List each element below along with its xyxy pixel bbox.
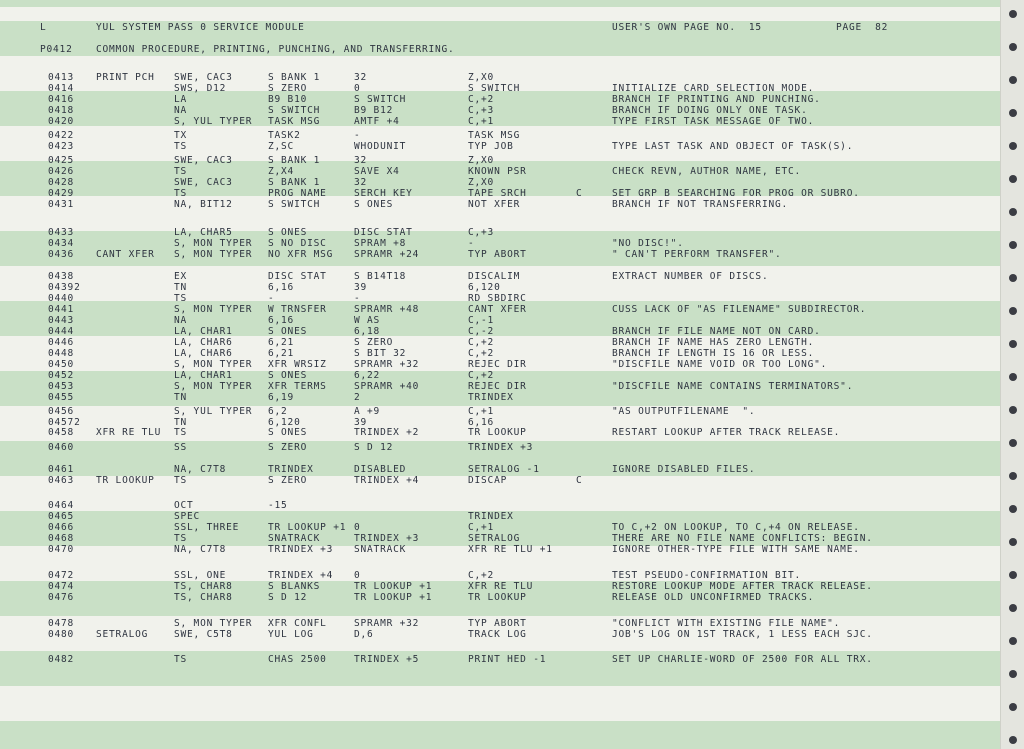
line-o: NA — [174, 315, 188, 326]
sprocket-hole — [1009, 109, 1017, 117]
line-o: S, MON TYPER — [174, 238, 253, 249]
line-b: SPRAM +8 — [354, 238, 407, 249]
sprocket-hole — [1009, 307, 1017, 315]
line-o: TS — [174, 427, 188, 438]
line-n: 0448 — [48, 348, 75, 359]
line-n: 0466 — [48, 522, 75, 533]
line-a: TRINDEX +4 — [268, 570, 334, 581]
line-b: SERCH KEY — [354, 188, 413, 199]
line-d: S SWITCH — [468, 83, 521, 94]
line-b: 32 — [354, 177, 368, 188]
line-n: 0423 — [48, 141, 75, 152]
line-b: TR LOOKUP +1 — [354, 581, 433, 592]
line-a: Z,X4 — [268, 166, 295, 177]
line-n: 0420 — [48, 116, 75, 127]
line-n: 0453 — [48, 381, 75, 392]
line-a: PROG NAME — [268, 188, 327, 199]
line-b: SPRAMR +40 — [354, 381, 420, 392]
line-d: TRINDEX +3 — [468, 442, 534, 453]
line-m: RESTORE LOOKUP MODE AFTER TRACK RELEASE. — [612, 581, 873, 592]
line-d: Z,X0 — [468, 155, 495, 166]
line-a: 6,2 — [268, 406, 288, 417]
line-d: C,+1 — [468, 116, 495, 127]
line-o: TS, CHAR8 — [174, 581, 233, 592]
line-m: TO C,+2 ON LOOKUP, TO C,+4 ON RELEASE. — [612, 522, 860, 533]
line-m: "CONFLICT WITH EXISTING FILE NAME". — [612, 618, 841, 629]
sprocket-hole — [1009, 208, 1017, 216]
line-o: LA — [174, 94, 188, 105]
line-l: PRINT PCH — [96, 72, 155, 83]
line-n: 0482 — [48, 654, 75, 665]
line-n: 0414 — [48, 83, 75, 94]
line-m: BRANCH IF NAME HAS ZERO LENGTH. — [612, 337, 815, 348]
line-d: C,+2 — [468, 570, 495, 581]
line-m: RELEASE OLD UNCONFIRMED TRACKS. — [612, 592, 815, 603]
line-d: C,+3 — [468, 105, 495, 116]
line-a: W TRNSFER — [268, 304, 327, 315]
sprocket-hole — [1009, 142, 1017, 150]
line-a: 6,120 — [268, 417, 301, 428]
line-d: C,-1 — [468, 315, 495, 326]
line-n: 0431 — [48, 199, 75, 210]
line-m: JOB'S LOG ON 1ST TRACK, 1 LESS EACH SJC. — [612, 629, 873, 640]
line-b: D,6 — [354, 629, 374, 640]
line-d: - — [468, 238, 475, 249]
line-o: TS — [174, 293, 188, 304]
line-n: 0438 — [48, 271, 75, 282]
line-o: TS — [174, 141, 188, 152]
line-d: TASK MSG — [468, 130, 521, 141]
line-b: SPRAMR +32 — [354, 618, 420, 629]
line-o: SSL, ONE — [174, 570, 227, 581]
sprocket-hole — [1009, 10, 1017, 18]
line-d: C,+2 — [468, 348, 495, 359]
line-o: NA, C7T8 — [174, 464, 227, 475]
line-o: TS — [174, 533, 188, 544]
line-d: XFR RE TLU +1 — [468, 544, 553, 555]
line-n: 0444 — [48, 326, 75, 337]
line-b: TRINDEX +4 — [354, 475, 420, 486]
line-b: SPRAMR +24 — [354, 249, 420, 260]
line-a: S ONES — [268, 227, 308, 238]
line-o: TS, CHAR8 — [174, 592, 233, 603]
line-m: BRANCH IF FILE NAME NOT ON CARD. — [612, 326, 821, 337]
line-b: SPRAMR +48 — [354, 304, 420, 315]
line-a: S ZERO — [268, 442, 308, 453]
subtitle-text: COMMON PROCEDURE, PRINTING, PUNCHING, AND TRANSFERRING. — [96, 44, 455, 55]
line-n: 0472 — [48, 570, 75, 581]
line-o: SWS, D12 — [174, 83, 227, 94]
line-d: PRINT HED -1 — [468, 654, 547, 665]
line-a: DISC STAT — [268, 271, 327, 282]
line-n: 0428 — [48, 177, 75, 188]
line-b: WHODUNIT — [354, 141, 407, 152]
line-b: SNATRACK — [354, 544, 407, 555]
line-a: 6,21 — [268, 337, 295, 348]
line-o: S, MON TYPER — [174, 249, 253, 260]
line-a: S ZERO — [268, 475, 308, 486]
line-o: SWE, C5T8 — [174, 629, 233, 640]
line-b: - — [354, 293, 361, 304]
line-o: S, MON TYPER — [174, 359, 253, 370]
line-m: BRANCH IF NOT TRANSFERRING. — [612, 199, 789, 210]
line-a: B9 B10 — [268, 94, 308, 105]
sprocket-hole — [1009, 505, 1017, 513]
line-b: 2 — [354, 392, 361, 403]
line-d: SETRALOG — [468, 533, 521, 544]
line-o: NA — [174, 105, 188, 116]
sprocket-hole — [1009, 571, 1017, 579]
line-b: - — [354, 130, 361, 141]
line-n: 0470 — [48, 544, 75, 555]
line-m: TYPE FIRST TASK MESSAGE OF TWO. — [612, 116, 815, 127]
line-b: A +9 — [354, 406, 381, 417]
sprocket-hole — [1009, 604, 1017, 612]
line-a: S NO DISC — [268, 238, 327, 249]
line-d: DISCALIM — [468, 271, 521, 282]
line-m: SET UP CHARLIE-WORD OF 2500 FOR ALL TRX. — [612, 654, 873, 665]
line-m: BRANCH IF PRINTING AND PUNCHING. — [612, 94, 821, 105]
line-d: TYP ABORT — [468, 618, 527, 629]
line-o: TN — [174, 282, 188, 293]
line-d: TAPE SRCH — [468, 188, 527, 199]
line-n: 0416 — [48, 94, 75, 105]
line-b: S SWITCH — [354, 94, 407, 105]
line-a: S D 12 — [268, 592, 308, 603]
line-b: S ONES — [354, 199, 394, 210]
line-d: DISCAP — [468, 475, 508, 486]
line-n: 0480 — [48, 629, 75, 640]
sprocket-hole — [1009, 439, 1017, 447]
sprocket-hole — [1009, 538, 1017, 546]
line-d: CANT XFER — [468, 304, 527, 315]
line-d: TYP ABORT — [468, 249, 527, 260]
line-l: SETRALOG — [96, 629, 149, 640]
line-a: XFR TERMS — [268, 381, 327, 392]
line-n: 0418 — [48, 105, 75, 116]
sprocket-hole — [1009, 340, 1017, 348]
line-a: - — [268, 293, 275, 304]
line-d: RD SBDIRC — [468, 293, 527, 304]
line-n: 0440 — [48, 293, 75, 304]
line-o: TS — [174, 654, 188, 665]
line-m: CHECK REVN, AUTHOR NAME, ETC. — [612, 166, 802, 177]
line-b: TRINDEX +3 — [354, 533, 420, 544]
line-a: 6,21 — [268, 348, 295, 359]
line-n: 04572 — [48, 417, 81, 428]
line-n: 0422 — [48, 130, 75, 141]
sprocket-hole — [1009, 76, 1017, 84]
line-b: 6,22 — [354, 370, 381, 381]
header-own-page: USER'S OWN PAGE NO. 15 — [612, 22, 762, 33]
line-m: "NO DISC!". — [612, 238, 684, 249]
sprocket-hole — [1009, 175, 1017, 183]
line-m: CUSS LACK OF "AS FILENAME" SUBDIRECTOR. — [612, 304, 867, 315]
line-b: DISC STAT — [354, 227, 413, 238]
line-n: 0446 — [48, 337, 75, 348]
line-m: " CAN'T PERFORM TRANSFER". — [612, 249, 782, 260]
line-o: TS — [174, 166, 188, 177]
sprocket-hole — [1009, 43, 1017, 51]
line-o: NA, C7T8 — [174, 544, 227, 555]
line-d: TRINDEX — [468, 511, 514, 522]
line-d: TRINDEX — [468, 392, 514, 403]
line-a: S SWITCH — [268, 105, 321, 116]
line-b: 39 — [354, 282, 368, 293]
line-b: 32 — [354, 155, 368, 166]
line-o: TS — [174, 475, 188, 486]
line-b: SPRAMR +32 — [354, 359, 420, 370]
line-n: 0434 — [48, 238, 75, 249]
line-b: TRINDEX +2 — [354, 427, 420, 438]
line-o: S, YUL TYPER — [174, 116, 253, 127]
line-o: S, MON TYPER — [174, 381, 253, 392]
line-a: S BANK 1 — [268, 177, 321, 188]
line-b: B9 B12 — [354, 105, 394, 116]
line-d: KNOWN PSR — [468, 166, 527, 177]
line-m: "DISCFILE NAME VOID OR TOO LONG". — [612, 359, 828, 370]
line-m: IGNORE OTHER-TYPE FILE WITH SAME NAME. — [612, 544, 860, 555]
header-title: YUL SYSTEM PASS 0 SERVICE MODULE — [96, 22, 305, 33]
line-b: S B14T18 — [354, 271, 407, 282]
line-o: EX — [174, 271, 188, 282]
line-m: IGNORE DISABLED FILES. — [612, 464, 756, 475]
line-b: 39 — [354, 417, 368, 428]
line-d: REJEC DIR — [468, 381, 527, 392]
line-m: "AS OUTPUTFILENAME ". — [612, 406, 756, 417]
line-n: 0441 — [48, 304, 75, 315]
line-b: TR LOOKUP +1 — [354, 592, 433, 603]
line-a: S BLANKS — [268, 581, 321, 592]
line-a: TR LOOKUP +1 — [268, 522, 347, 533]
line-d: Z,X0 — [468, 177, 495, 188]
line-d: Z,X0 — [468, 72, 495, 83]
line-m: "DISCFILE NAME CONTAINS TERMINATORS". — [612, 381, 854, 392]
line-o: SWE, CAC3 — [174, 155, 233, 166]
line-a: S ONES — [268, 326, 308, 337]
line-n: 0476 — [48, 592, 75, 603]
line-n: 0455 — [48, 392, 75, 403]
line-a: 6,16 — [268, 282, 295, 293]
line-a: TASK2 — [268, 130, 301, 141]
line-o: SPEC — [174, 511, 201, 522]
line-o: OCT — [174, 500, 194, 511]
line-d: TR LOOKUP — [468, 427, 527, 438]
line-a: S ONES — [268, 427, 308, 438]
line-b: AMTF +4 — [354, 116, 400, 127]
line-b: S BIT 32 — [354, 348, 407, 359]
line-o: TX — [174, 130, 188, 141]
line-a: SNATRACK — [268, 533, 321, 544]
line-m: INITIALIZE CARD SELECTION MODE. — [612, 83, 815, 94]
line-d: 6,120 — [468, 282, 501, 293]
line-d: TR LOOKUP — [468, 592, 527, 603]
line-d: C,+3 — [468, 227, 495, 238]
line-o: SWE, CAC3 — [174, 177, 233, 188]
line-a: S ONES — [268, 370, 308, 381]
line-m: BRANCH IF LENGTH IS 16 OR LESS. — [612, 348, 815, 359]
line-o: LA, CHAR1 — [174, 370, 233, 381]
line-n: 0468 — [48, 533, 75, 544]
sprocket-hole — [1009, 241, 1017, 249]
sprocket-hole — [1009, 406, 1017, 414]
line-d: XFR RE TLU — [468, 581, 534, 592]
line-o: SWE, CAC3 — [174, 72, 233, 83]
line-n: 0478 — [48, 618, 75, 629]
line-n: 0458 — [48, 427, 75, 438]
line-d: TYP JOB — [468, 141, 514, 152]
line-d: NOT XFER — [468, 199, 521, 210]
line-d: C,+2 — [468, 94, 495, 105]
line-o: SSL, THREE — [174, 522, 240, 533]
line-n: 0460 — [48, 442, 75, 453]
line-a: S BANK 1 — [268, 72, 321, 83]
line-o: LA, CHAR6 — [174, 348, 233, 359]
line-b: 32 — [354, 72, 368, 83]
line-d: C,+2 — [468, 337, 495, 348]
sprocket-hole — [1009, 703, 1017, 711]
header-label: L — [40, 22, 47, 33]
line-b: SAVE X4 — [354, 166, 400, 177]
line-n: 0464 — [48, 500, 75, 511]
line-b: 6,18 — [354, 326, 381, 337]
line-o: LA, CHAR5 — [174, 227, 233, 238]
line-m: EXTRACT NUMBER OF DISCS. — [612, 271, 769, 282]
sprocket-hole — [1009, 736, 1017, 744]
line-n: 0450 — [48, 359, 75, 370]
line-c: C — [576, 475, 583, 486]
sprocket-hole — [1009, 637, 1017, 645]
line-b: S D 12 — [354, 442, 394, 453]
line-n: 0429 — [48, 188, 75, 199]
line-o: LA, CHAR6 — [174, 337, 233, 348]
line-a: TASK MSG — [268, 116, 321, 127]
line-a: -15 — [268, 500, 288, 511]
line-c: C — [576, 188, 583, 199]
line-m: RESTART LOOKUP AFTER TRACK RELEASE. — [612, 427, 841, 438]
line-a: 6,19 — [268, 392, 295, 403]
line-m: TEST PSEUDO-CONFIRMATION BIT. — [612, 570, 802, 581]
line-o: TN — [174, 417, 188, 428]
subtitle-number: P0412 — [40, 44, 73, 55]
line-m: TYPE LAST TASK AND OBJECT OF TASK(S). — [612, 141, 854, 152]
line-n: 0461 — [48, 464, 75, 475]
line-o: S, YUL TYPER — [174, 406, 253, 417]
line-m: BRANCH IF DOING ONLY ONE TASK. — [612, 105, 808, 116]
line-l: CANT XFER — [96, 249, 155, 260]
line-d: C,-2 — [468, 326, 495, 337]
line-n: 0463 — [48, 475, 75, 486]
line-n: 0443 — [48, 315, 75, 326]
line-d: C,+1 — [468, 406, 495, 417]
line-b: W AS — [354, 315, 381, 326]
line-o: S, MON TYPER — [174, 618, 253, 629]
line-b: DISABLED — [354, 464, 407, 475]
line-d: SETRALOG -1 — [468, 464, 540, 475]
line-m: THERE ARE NO FILE NAME CONFLICTS: BEGIN. — [612, 533, 873, 544]
line-m: SET GRP B SEARCHING FOR PROG OR SUBRO. — [612, 188, 860, 199]
sprocket-hole — [1009, 670, 1017, 678]
line-a: XFR CONFL — [268, 618, 327, 629]
line-a: YUL LOG — [268, 629, 314, 640]
line-b: 0 — [354, 83, 361, 94]
line-a: TRINDEX — [268, 464, 314, 475]
line-d: C,+2 — [468, 370, 495, 381]
line-a: CHAS 2500 — [268, 654, 327, 665]
line-n: 0426 — [48, 166, 75, 177]
line-o: TS — [174, 188, 188, 199]
sprocket-hole — [1009, 373, 1017, 381]
line-a: XFR WRSIZ — [268, 359, 327, 370]
line-o: SS — [174, 442, 188, 453]
line-n: 0456 — [48, 406, 75, 417]
line-d: C,+1 — [468, 522, 495, 533]
line-a: Z,SC — [268, 141, 295, 152]
line-o: S, MON TYPER — [174, 304, 253, 315]
line-o: LA, CHAR1 — [174, 326, 233, 337]
line-a: S BANK 1 — [268, 155, 321, 166]
line-n: 0413 — [48, 72, 75, 83]
line-l: TR LOOKUP — [96, 475, 155, 486]
line-a: S SWITCH — [268, 199, 321, 210]
line-l: XFR RE TLU — [96, 427, 162, 438]
line-n: 0433 — [48, 227, 75, 238]
line-b: 0 — [354, 570, 361, 581]
line-b: S ZERO — [354, 337, 394, 348]
line-a: S ZERO — [268, 83, 308, 94]
sprocket-hole — [1009, 472, 1017, 480]
line-o: NA, BIT12 — [174, 199, 233, 210]
line-a: TRINDEX +3 — [268, 544, 334, 555]
line-o: TN — [174, 392, 188, 403]
line-b: TRINDEX +5 — [354, 654, 420, 665]
line-n: 0474 — [48, 581, 75, 592]
line-b: 0 — [354, 522, 361, 533]
line-n: 0452 — [48, 370, 75, 381]
line-n: 0425 — [48, 155, 75, 166]
line-d: REJEC DIR — [468, 359, 527, 370]
line-a: 6,16 — [268, 315, 295, 326]
line-n: 04392 — [48, 282, 81, 293]
sprocket-hole — [1009, 274, 1017, 282]
line-n: 0465 — [48, 511, 75, 522]
line-a: NO XFR MSG — [268, 249, 334, 260]
line-d: TRACK LOG — [468, 629, 527, 640]
header-page: PAGE 82 — [836, 22, 889, 33]
line-d: 6,16 — [468, 417, 495, 428]
line-n: 0436 — [48, 249, 75, 260]
